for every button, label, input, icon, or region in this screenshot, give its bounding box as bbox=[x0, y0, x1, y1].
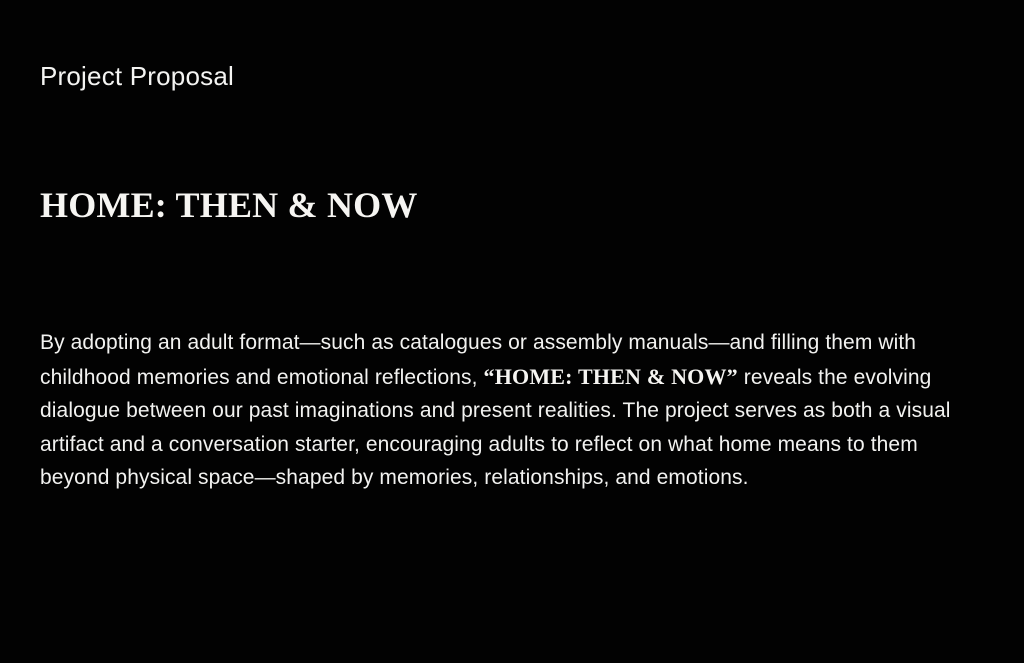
page-title: Project Proposal bbox=[40, 61, 234, 91]
description-text-before-quote: By adopting an adult format—such as catalogues or assembly manuals—and filling them with childhood memories and emotional reflections, bbox=[40, 331, 917, 389]
description-text-after-quote: reveals the evolving dialogue between our past imaginations and present realities. The project serves as both a visual artifact and a conversation starter, encouraging adults to reflect on what home means to them beyond physical space—shaped by memories, relationships, and emotions. bbox=[40, 365, 951, 489]
description-quoted-title: “HOME: THEN & NOW” bbox=[483, 363, 738, 389]
project-description bbox=[40, 326, 992, 495]
project-title: HOME: THEN & NOW bbox=[40, 185, 418, 225]
